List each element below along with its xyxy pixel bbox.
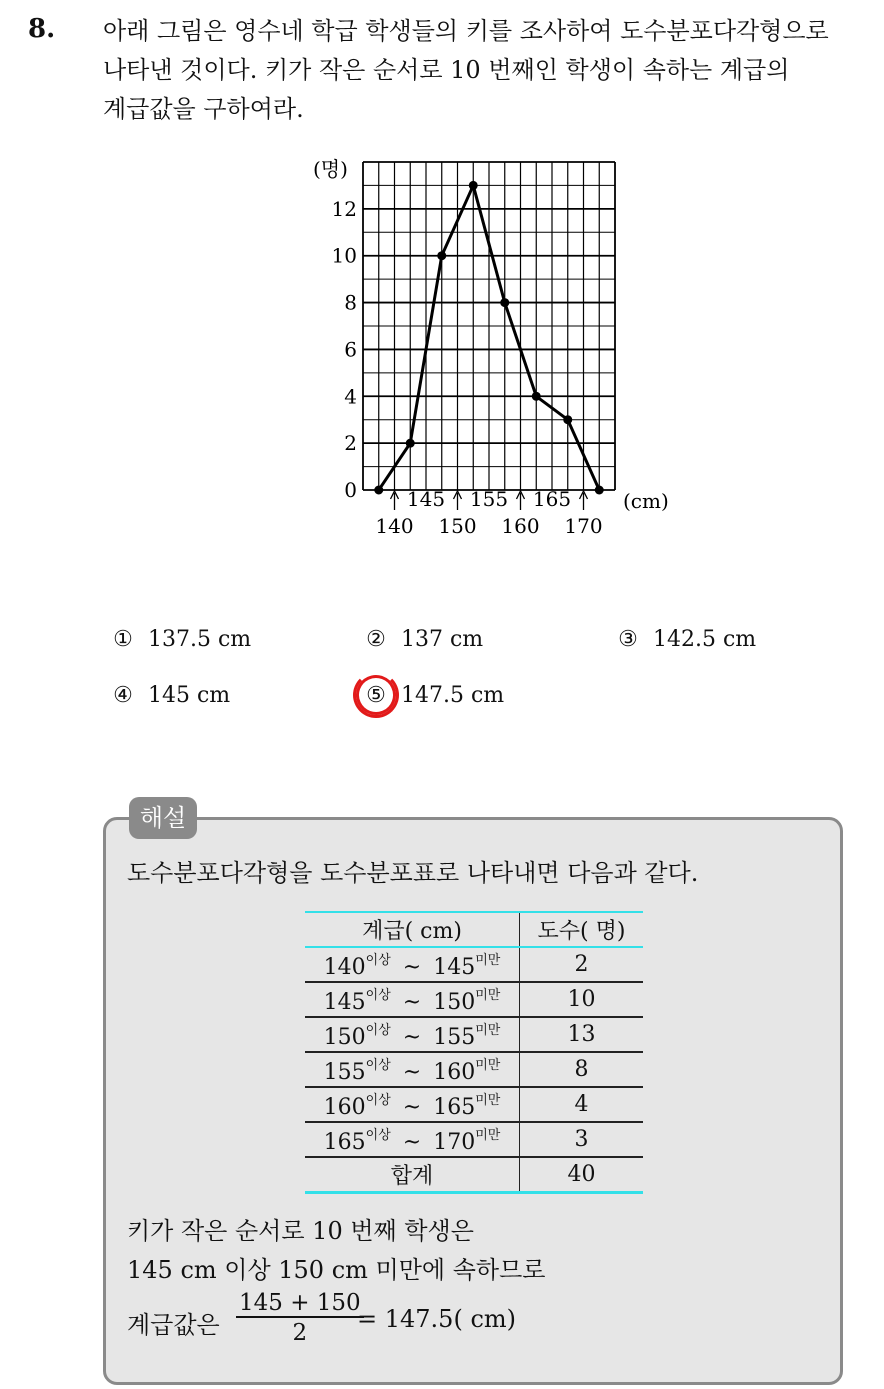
question-number: 8. bbox=[28, 14, 56, 44]
choice-mark: ③ bbox=[618, 627, 638, 652]
class-to: 150 bbox=[433, 990, 476, 1015]
tilde: ~ bbox=[402, 1130, 422, 1155]
choice-text: 137 cm bbox=[401, 627, 484, 652]
y-axis-label: (명) bbox=[313, 157, 348, 181]
choice-text: 142.5 cm bbox=[653, 627, 757, 652]
question-line: 아래 그림은 영수네 학급 학생들의 키를 조사하여 도수분포다각형으로 bbox=[103, 17, 829, 45]
y-tick-label: 8 bbox=[344, 290, 357, 315]
y-tick-label: 2 bbox=[344, 431, 357, 456]
frequency-polygon-chart bbox=[300, 150, 669, 550]
below-label: 미만 bbox=[475, 953, 501, 968]
below-label: 미만 bbox=[475, 1128, 501, 1143]
choice-mark: ④ bbox=[113, 683, 133, 708]
choice-3[interactable] bbox=[615, 627, 756, 652]
class-to: 160 bbox=[433, 1060, 476, 1085]
class-from: 140 bbox=[323, 955, 366, 980]
choice-text: 145 cm bbox=[148, 683, 231, 708]
class-from: 145 bbox=[323, 990, 366, 1015]
table-row bbox=[305, 947, 643, 982]
above-label: 이상 bbox=[365, 1128, 391, 1143]
tilde: ~ bbox=[402, 990, 422, 1015]
table-total-row bbox=[305, 1157, 643, 1193]
choice-mark: ① bbox=[113, 627, 133, 652]
count-cell: 8 bbox=[520, 1052, 644, 1087]
tilde: ~ bbox=[402, 1095, 422, 1120]
class-from: 160 bbox=[323, 1095, 366, 1120]
class-to: 165 bbox=[433, 1095, 476, 1120]
solution-intro: 도수분포다각형을 도수분포표로 나타내면 다음과 같다. bbox=[127, 859, 699, 887]
x-tick-label-lower: 140 bbox=[375, 514, 414, 538]
solution-line-3-suffix: = 147.5( cm) bbox=[357, 1305, 516, 1333]
choice-1[interactable] bbox=[110, 627, 251, 652]
solution-tag: 해설 bbox=[129, 797, 197, 839]
below-label: 미만 bbox=[475, 988, 501, 1003]
y-tick-label: 0 bbox=[344, 478, 357, 502]
y-tick-label: 10 bbox=[331, 243, 357, 268]
choice-text: 147.5 cm bbox=[401, 683, 505, 708]
x-tick-label-lower: 150 bbox=[438, 514, 477, 538]
table-row bbox=[305, 1087, 643, 1122]
x-tick-label-lower: 160 bbox=[501, 514, 540, 538]
fraction bbox=[236, 1290, 364, 1346]
answer-circle-stroke bbox=[353, 672, 399, 718]
question-line: 계급값을 구하여라. bbox=[103, 95, 304, 123]
table-row bbox=[305, 982, 643, 1017]
data-point bbox=[595, 486, 604, 495]
above-label: 이상 bbox=[365, 1058, 391, 1073]
choice-mark: ⑤ bbox=[366, 683, 386, 708]
data-point bbox=[437, 251, 446, 260]
question-line: 나타낸 것이다. 키가 작은 순서로 10 번째인 학생이 속하는 계급의 bbox=[103, 56, 790, 84]
tilde: ~ bbox=[402, 1060, 422, 1085]
count-cell: 2 bbox=[520, 947, 644, 982]
choice-4[interactable] bbox=[110, 683, 230, 708]
class-to: 155 bbox=[433, 1025, 476, 1050]
above-label: 이상 bbox=[365, 988, 391, 1003]
table-row bbox=[305, 1052, 643, 1087]
x-tick-label-upper: 155 bbox=[469, 487, 509, 511]
class-from: 165 bbox=[323, 1130, 366, 1155]
tilde: ~ bbox=[402, 955, 422, 980]
choice-2[interactable] bbox=[363, 627, 483, 652]
table-row bbox=[305, 1122, 643, 1157]
choice-text: 137.5 cm bbox=[148, 627, 252, 652]
class-to: 145 bbox=[433, 955, 476, 980]
x-axis-label: (cm) bbox=[623, 489, 669, 513]
solution-line-3-prefix: 계급값은 bbox=[127, 1311, 220, 1339]
y-tick-label: 6 bbox=[344, 337, 357, 362]
table-header-class: 계급( cm) bbox=[305, 912, 520, 947]
data-point bbox=[500, 298, 509, 307]
data-point bbox=[563, 415, 572, 424]
data-point bbox=[374, 486, 383, 495]
y-tick-label: 12 bbox=[331, 196, 357, 221]
total-value: 40 bbox=[520, 1157, 644, 1193]
data-point bbox=[532, 392, 541, 401]
choice-mark: ② bbox=[366, 627, 386, 652]
x-tick-label-upper: 145 bbox=[406, 487, 446, 511]
count-cell: 10 bbox=[520, 982, 644, 1017]
above-label: 이상 bbox=[365, 1023, 391, 1038]
data-point bbox=[406, 439, 415, 448]
below-label: 미만 bbox=[475, 1093, 501, 1108]
fraction-numerator: 145 + 150 bbox=[236, 1290, 364, 1318]
class-from: 155 bbox=[323, 1060, 366, 1085]
total-label: 합계 bbox=[305, 1157, 520, 1193]
class-from: 150 bbox=[323, 1025, 366, 1050]
count-cell: 4 bbox=[520, 1087, 644, 1122]
count-cell: 13 bbox=[520, 1017, 644, 1052]
question-text bbox=[103, 12, 863, 129]
table-row bbox=[305, 1017, 643, 1052]
class-to: 170 bbox=[433, 1130, 476, 1155]
above-label: 이상 bbox=[365, 953, 391, 968]
x-tick-label-lower: 170 bbox=[564, 514, 603, 538]
x-tick-label-upper: 165 bbox=[532, 487, 572, 511]
tilde: ~ bbox=[402, 1025, 422, 1050]
data-point bbox=[469, 181, 478, 190]
above-label: 이상 bbox=[365, 1093, 391, 1108]
y-tick-label: 4 bbox=[344, 384, 357, 409]
table-header-count: 도수( 명) bbox=[520, 912, 644, 947]
frequency-table bbox=[305, 911, 643, 1194]
fraction-denominator: 2 bbox=[292, 1320, 308, 1346]
count-cell: 3 bbox=[520, 1122, 644, 1157]
solution-line-1: 키가 작은 순서로 10 번째 학생은 bbox=[127, 1217, 474, 1245]
below-label: 미만 bbox=[475, 1058, 501, 1073]
below-label: 미만 bbox=[475, 1023, 501, 1038]
solution-line-2: 145 cm 이상 150 cm 미만에 속하므로 bbox=[127, 1256, 546, 1284]
